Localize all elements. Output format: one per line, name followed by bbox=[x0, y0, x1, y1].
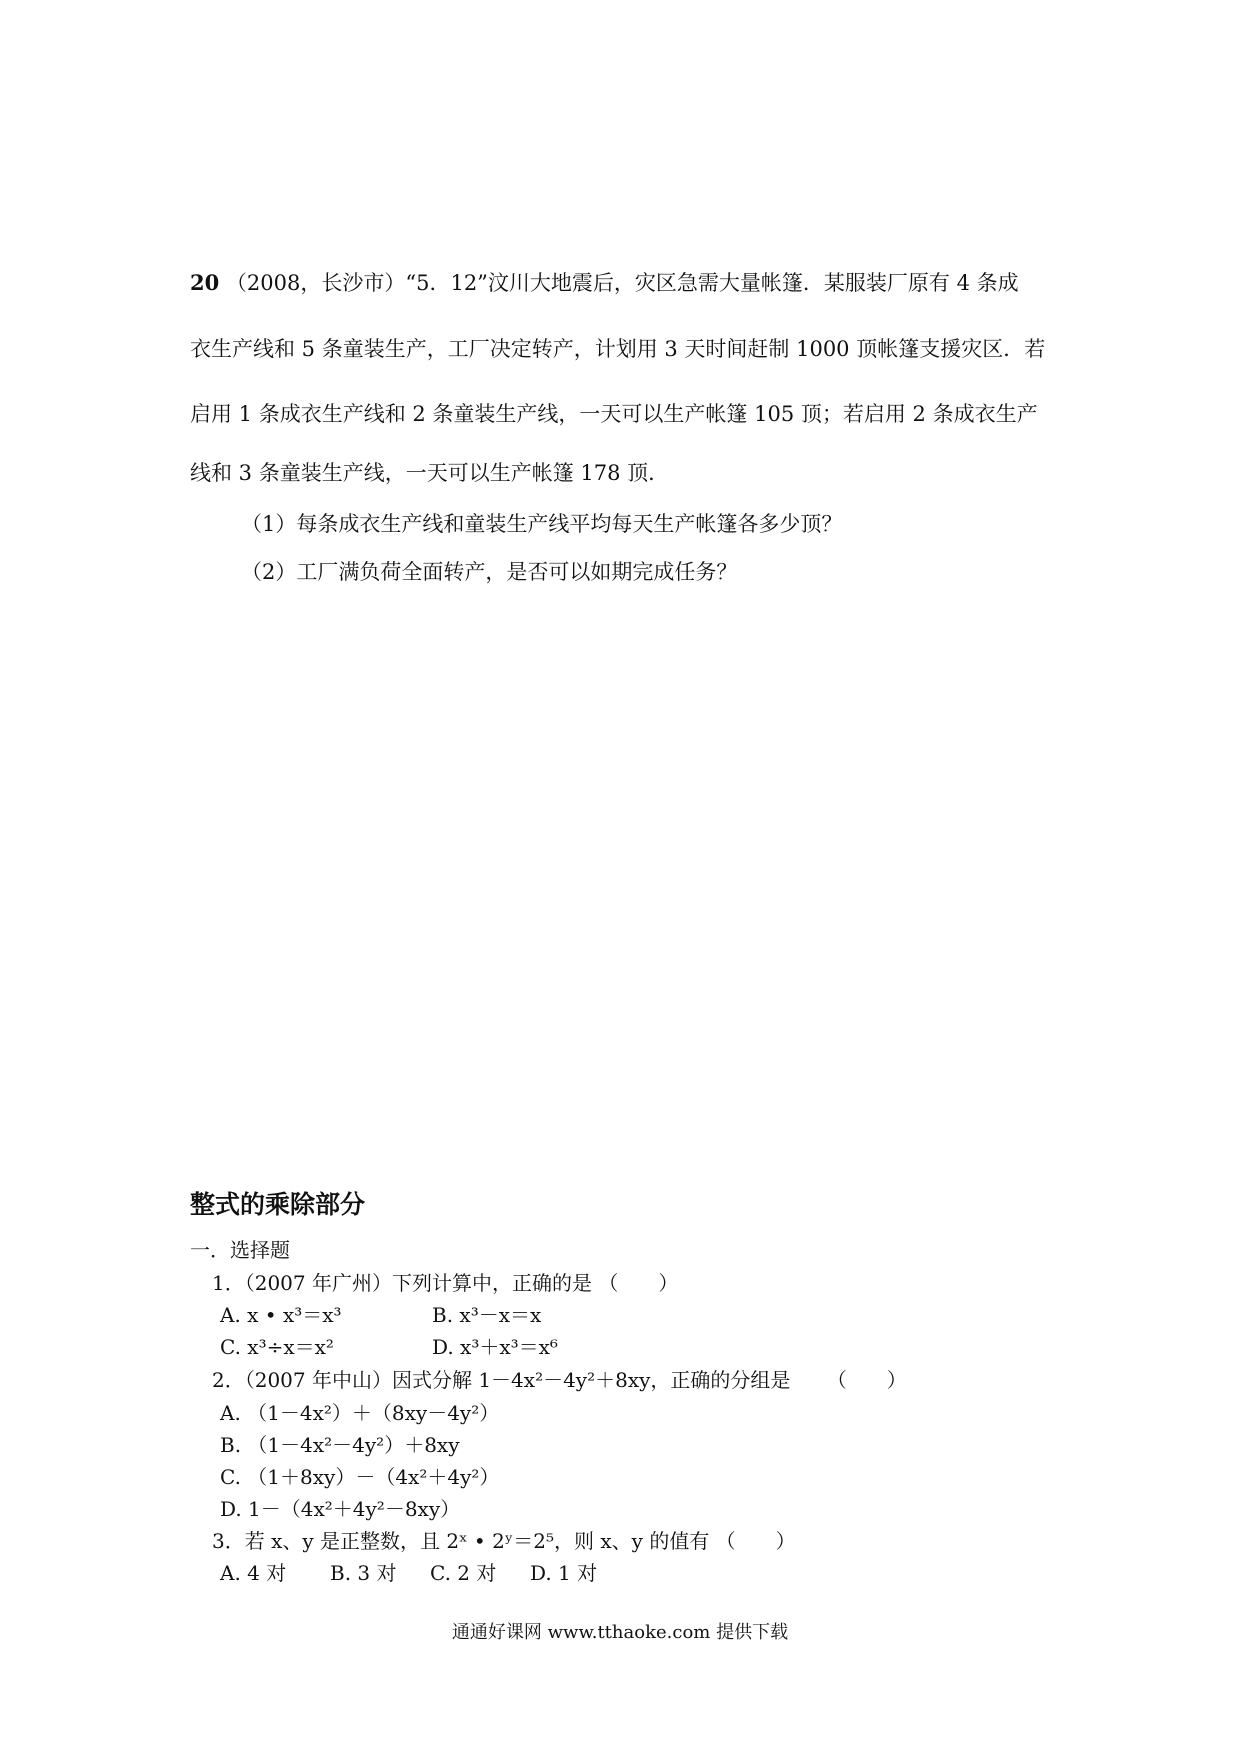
problem-20-subquestion-2: （2）工厂满负荷全面转产，是否可以如期完成任务？ bbox=[241, 560, 738, 584]
problem-20-line-4: 线和 3 条童装生产线，一天可以生产帐篷 178 顶． bbox=[190, 461, 670, 485]
question-2-option-d: D. 1－（4x²＋4y²－8xy） bbox=[220, 1497, 461, 1521]
question-3-option-c: C. 2 对 bbox=[430, 1561, 497, 1585]
question-3-option-d: D. 1 对 bbox=[530, 1561, 598, 1585]
question-3-option-a: A. 4 对 bbox=[220, 1561, 287, 1585]
problem-20-line-3: 启用 1 条成衣生产线和 2 条童装生产线，一天可以生产帐篷 105 顶；若启用 2 条成衣生产 bbox=[190, 402, 1038, 426]
problem-20-subquestion-1: （1）每条成衣生产线和童装生产线平均每天生产帐篷各多少顶？ bbox=[241, 512, 843, 536]
question-2-option-a: A. （1－4x²）＋（8xy－4y²） bbox=[220, 1401, 500, 1425]
section-subtitle: 一．选择题 bbox=[190, 1238, 290, 1262]
question-3-stem: 3．若 x、y 是正整数，且 2ˣ • 2ʸ＝2⁵，则 x、y 的值有 （ ） bbox=[212, 1529, 796, 1553]
problem-number: 20 bbox=[190, 270, 220, 295]
question-2-option-c: C. （1＋8xy）－（4x²＋4y²） bbox=[220, 1465, 500, 1489]
question-1-option-d: D. x³＋x³＝x⁶ bbox=[432, 1335, 558, 1359]
problem-text: （2008，长沙市）“5．12”汶川大地震后，灾区急需大量帐篷．某服装厂原有 4 条成 bbox=[225, 271, 1019, 295]
question-2-option-b: B. （1－4x²－4y²）＋8xy bbox=[220, 1433, 460, 1457]
question-1-stem: 1．（2007 年广州）下列计算中，正确的是 （ ） bbox=[212, 1271, 679, 1295]
question-1-option-b: B. x³－x＝x bbox=[432, 1303, 542, 1327]
question-3-option-b: B. 3 对 bbox=[330, 1561, 397, 1585]
question-1-option-a: A. x • x³＝x³ bbox=[220, 1303, 342, 1327]
question-2-stem: 2．（2007 年中山）因式分解 1－4x²－4y²＋8xy，正确的分组是 （ ） bbox=[212, 1368, 907, 1392]
problem-20-line-1 bbox=[190, 268, 1019, 298]
page-footer: 通通好课网 www.tthaoke.com 提供下载 bbox=[451, 1622, 789, 1643]
question-1-option-c: C. x³÷x＝x² bbox=[220, 1335, 334, 1359]
section-title: 整式的乘除部分 bbox=[190, 1190, 366, 1219]
problem-20-line-2: 衣生产线和 5 条童装生产，工厂决定转产，计划用 3 天时间赶制 1000 顶帐篷支援灾区．若 bbox=[190, 337, 1046, 361]
